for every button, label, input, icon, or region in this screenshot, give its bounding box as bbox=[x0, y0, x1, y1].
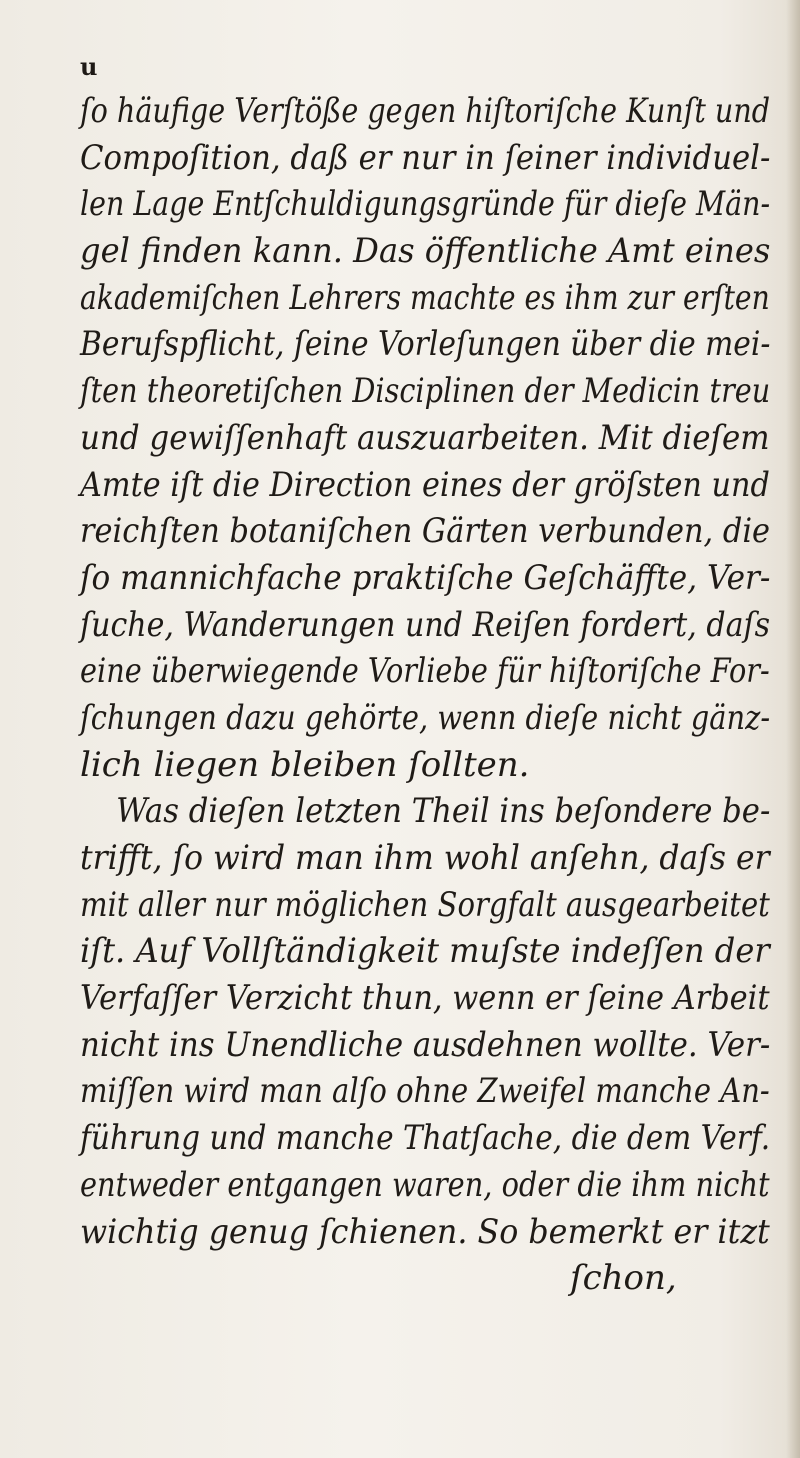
text-line: nicht ins Unendliche ausdehnen wollte. Ver- bbox=[80, 1024, 771, 1065]
text-line: Berufspflicht, ſeine Vorleſungen über die mei- bbox=[80, 324, 771, 365]
text-line: und gewiſſenhaft auszuarbeiten. Mit dieſem bbox=[80, 417, 770, 458]
text-line: führung und manche Thatſache, die dem Verf. bbox=[80, 1118, 771, 1159]
text-line: iſt. Auf Vollſtändigkeit muſste indeſſen der bbox=[80, 931, 770, 972]
text-line: ſuche, Wanderungen und Reiſen fordert, daſs bbox=[80, 604, 771, 645]
text-line: reichſten botaniſchen Gärten verbunden, die bbox=[80, 511, 771, 552]
text-line: gel finden kann. Das öffentliche Amt eines bbox=[80, 231, 771, 272]
text-line: Amte iſt die Direction eines der gröſsten und bbox=[80, 464, 770, 505]
text-line: Compoſition, daß er nur in ſeiner individuel- bbox=[80, 137, 771, 178]
page-edge-shadow bbox=[786, 0, 800, 1458]
catchword: ſchon, bbox=[570, 1258, 677, 1299]
text-line: Verfaſſer Verzicht thun, wenn er ſeine Arbeit bbox=[80, 978, 770, 1019]
text-line: ſo mannichfache praktiſche Geſchäffte, Ver- bbox=[80, 557, 771, 598]
text-line: ſten theoretiſchen Disciplinen der Medicin treu bbox=[80, 371, 771, 412]
text-line: akademiſchen Lehrers machte es ihm zur erſten bbox=[80, 277, 770, 318]
body-text bbox=[80, 88, 770, 1302]
paragraph-start-line: Was dieſen letzten Theil ins beſondere be- bbox=[116, 791, 771, 832]
text-line: entweder entgangen waren, oder die ihm nicht bbox=[80, 1164, 770, 1205]
text-line: ſchungen dazu gehörte, wenn dieſe nicht gänz- bbox=[80, 697, 771, 738]
text-line: miſſen wird man alſo ohne Zweifel manche An- bbox=[80, 1071, 770, 1112]
text-line: eine überwiegende Vorliebe für hiſtoriſche For- bbox=[80, 651, 770, 692]
text-line: wichtig genug ſchienen. So bemerkt er itzt bbox=[80, 1211, 770, 1252]
text-line: ſo häufige Verſtöße gegen hiſtoriſche Kunſt und bbox=[80, 91, 771, 131]
text-line: trifft, ſo wird man ihm wohl anſehn, daſs er bbox=[80, 838, 770, 878]
page-number: u bbox=[80, 52, 98, 81]
text-line: mit aller nur möglichen Sorgfalt ausgearbeitet bbox=[80, 884, 770, 925]
text-line: lich liegen bleiben ſollten. bbox=[80, 744, 530, 785]
text-line: len Lage Entſchuldigungsgründe für dieſe Män- bbox=[80, 184, 771, 225]
